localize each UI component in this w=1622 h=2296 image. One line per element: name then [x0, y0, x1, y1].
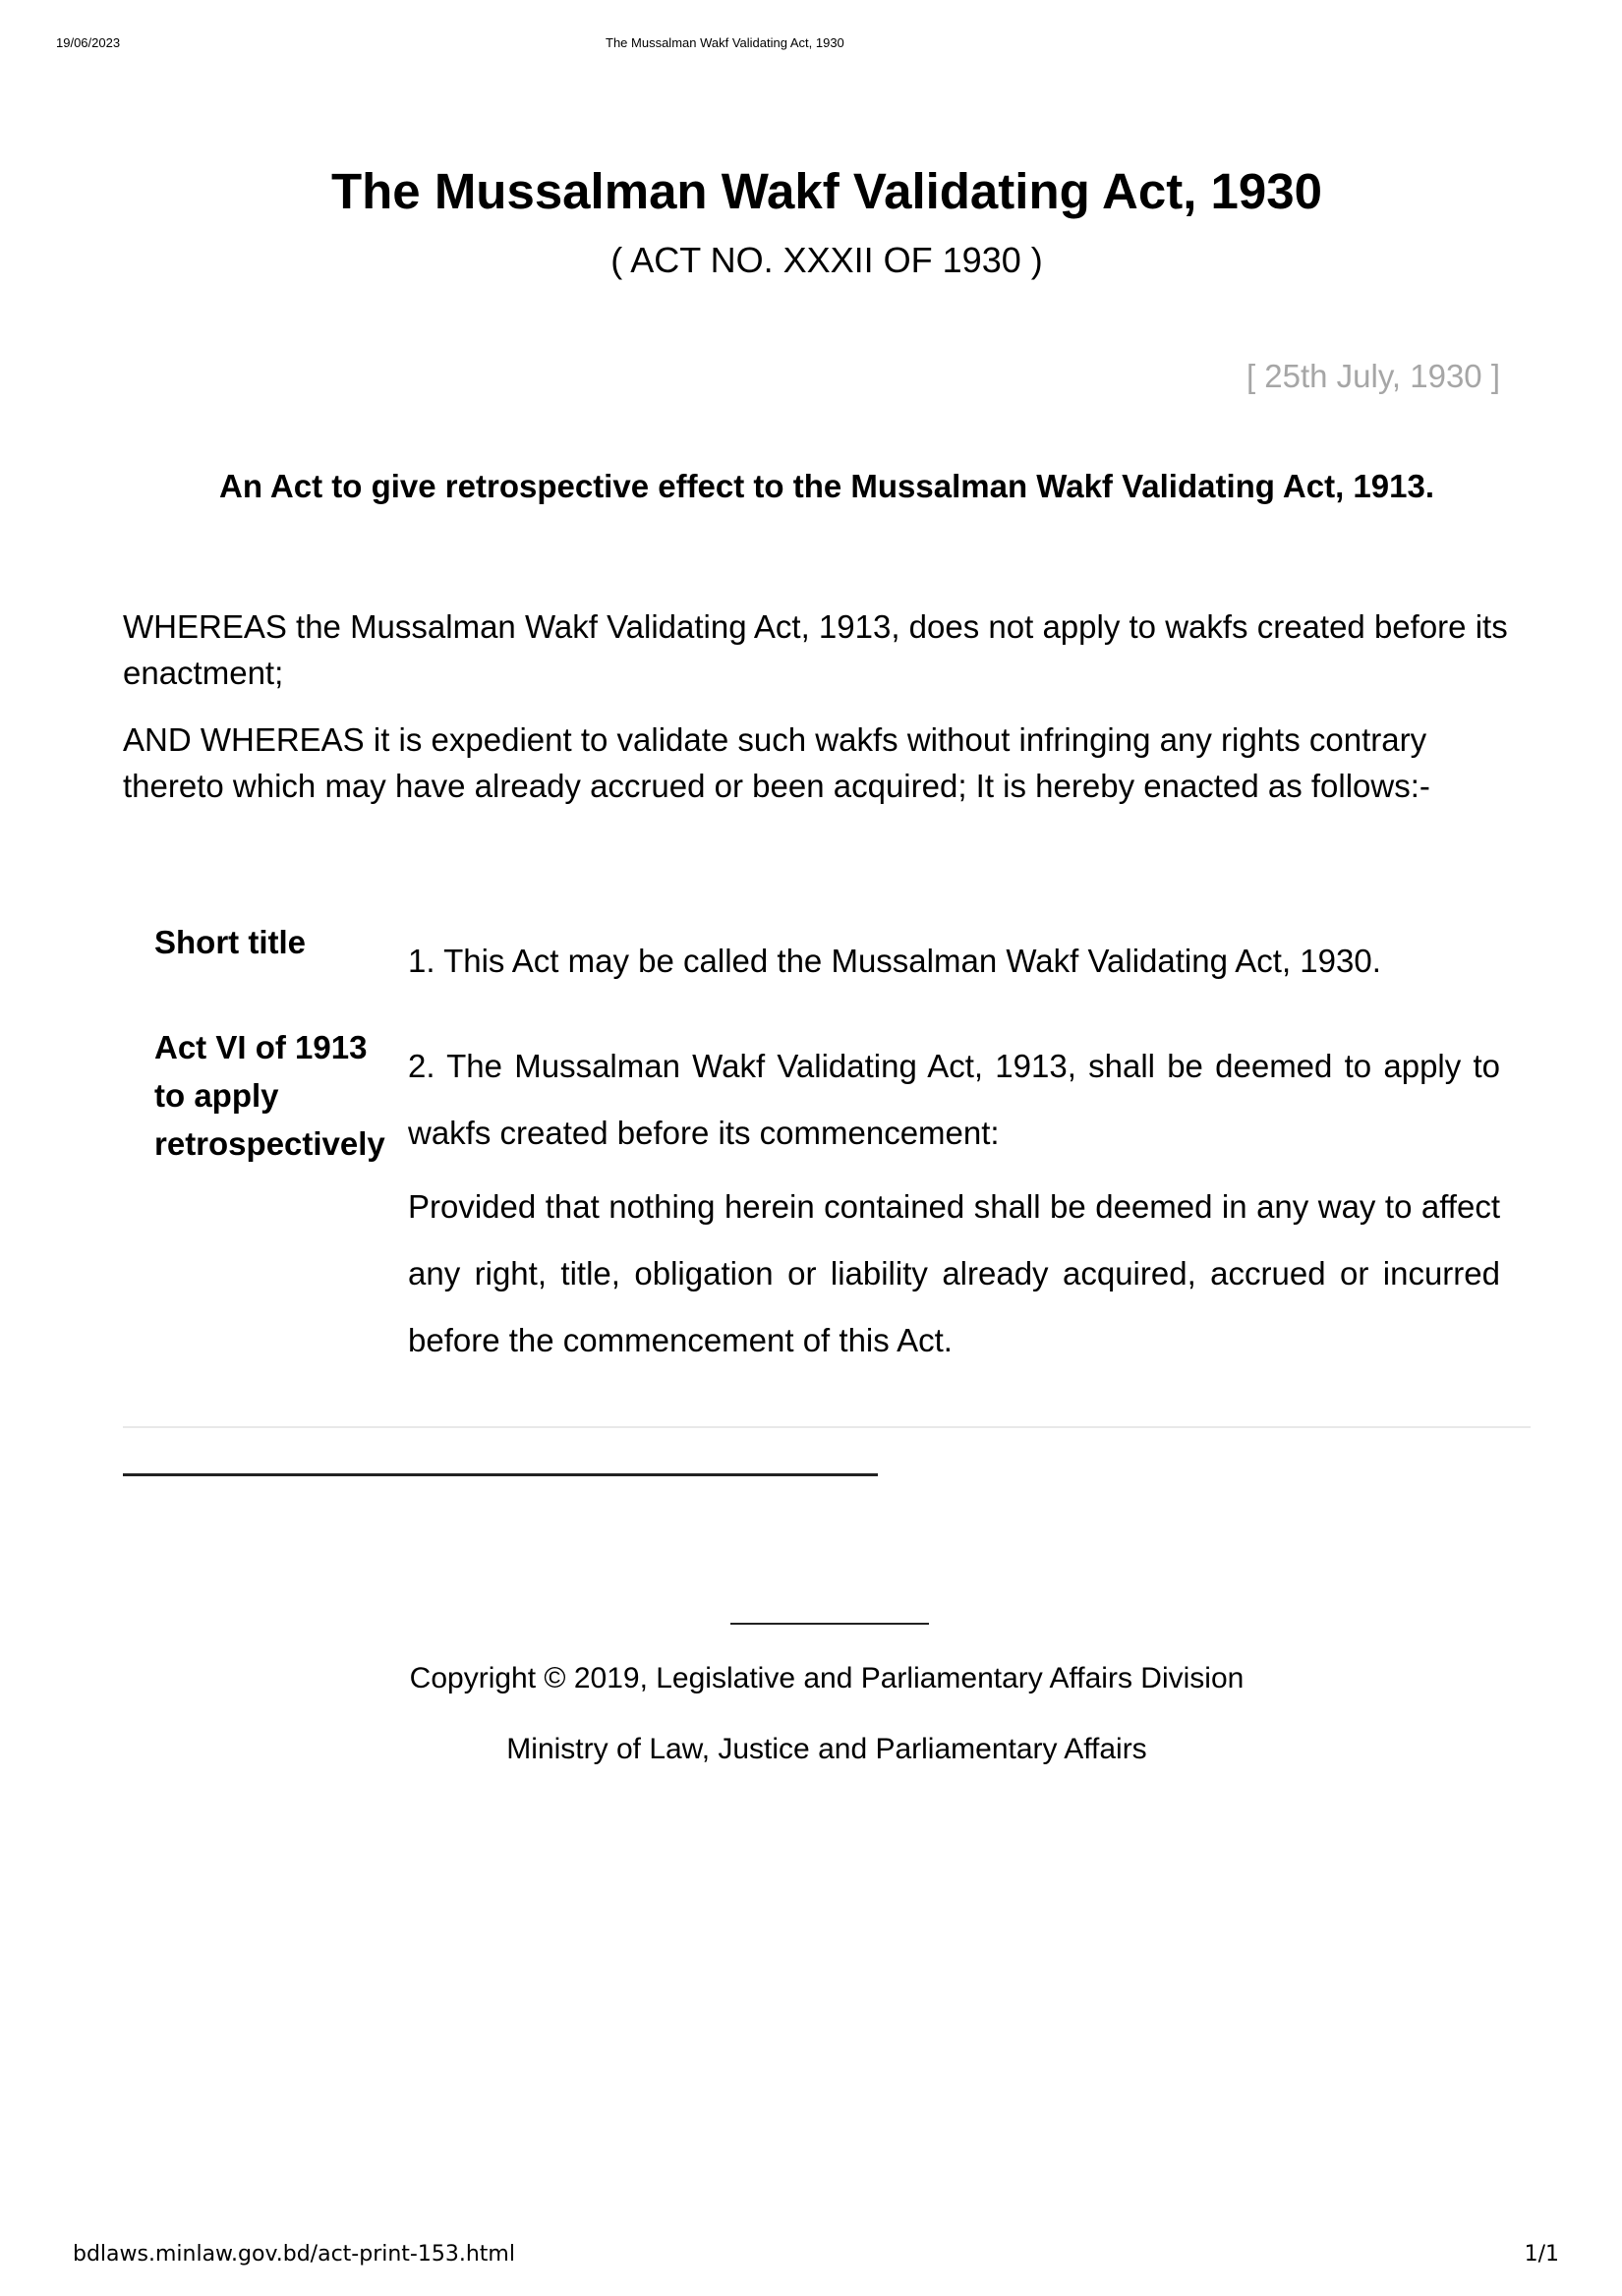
content-divider	[123, 1426, 1531, 1428]
footer-rule	[730, 1623, 929, 1625]
act-date: [ 25th July, 1930 ]	[1245, 358, 1500, 394]
section-side-note: Short title	[154, 924, 306, 960]
act-title: The Mussalman Wakf Validating Act, 1930	[330, 163, 1323, 219]
ministry-text: Ministry of Law, Justice and Parliamentary Affairs	[506, 1733, 1147, 1765]
section-body	[408, 928, 1500, 995]
footnote-rule	[123, 1473, 878, 1476]
preamble-paragraph: WHEREAS the Mussalman Wakf Validating Act, 1913, does not apply to wakfs created before its enactment;	[123, 608, 1508, 691]
section-side-note: Act VI of 1913 to apply retrospectively	[154, 1029, 385, 1162]
print-footer-url: bdlaws.minlaw.gov.bd/act-print-153.html	[73, 2242, 515, 2267]
preamble-paragraph: AND WHEREAS it is expedient to validate such wakfs without infringing any rights contrary thereto which may have already accrued or been acquired; It is hereby enacted as follows:-	[123, 721, 1430, 804]
print-header-title: The Mussalman Wakf Validating Act, 1930	[606, 35, 844, 50]
print-page-number: 1/1	[1524, 2242, 1559, 2267]
act-number: ( ACT NO. XXXII OF 1930 )	[610, 240, 1043, 280]
section-proviso: Provided that nothing herein contained shall be deemed in any way to affect any right, title, obligation or liability already acquired, accrued or incurred before the commencement of this Act.	[408, 1188, 1500, 1358]
section-body	[408, 1033, 1500, 1374]
long-title: An Act to give retrospective effect to the Mussalman Wakf Validating Act, 1913.	[219, 468, 1434, 504]
section-text: 1. This Act may be called the Mussalman Wakf Validating Act, 1930.	[408, 943, 1381, 979]
copyright-text: Copyright © 2019, Legislative and Parliamentary Affairs Division	[409, 1662, 1245, 1694]
print-date: 19/06/2023	[56, 35, 121, 50]
section-text: 2. The Mussalman Wakf Validating Act, 1913, shall be deemed to apply to wakfs created before its commencement:	[408, 1048, 1500, 1151]
